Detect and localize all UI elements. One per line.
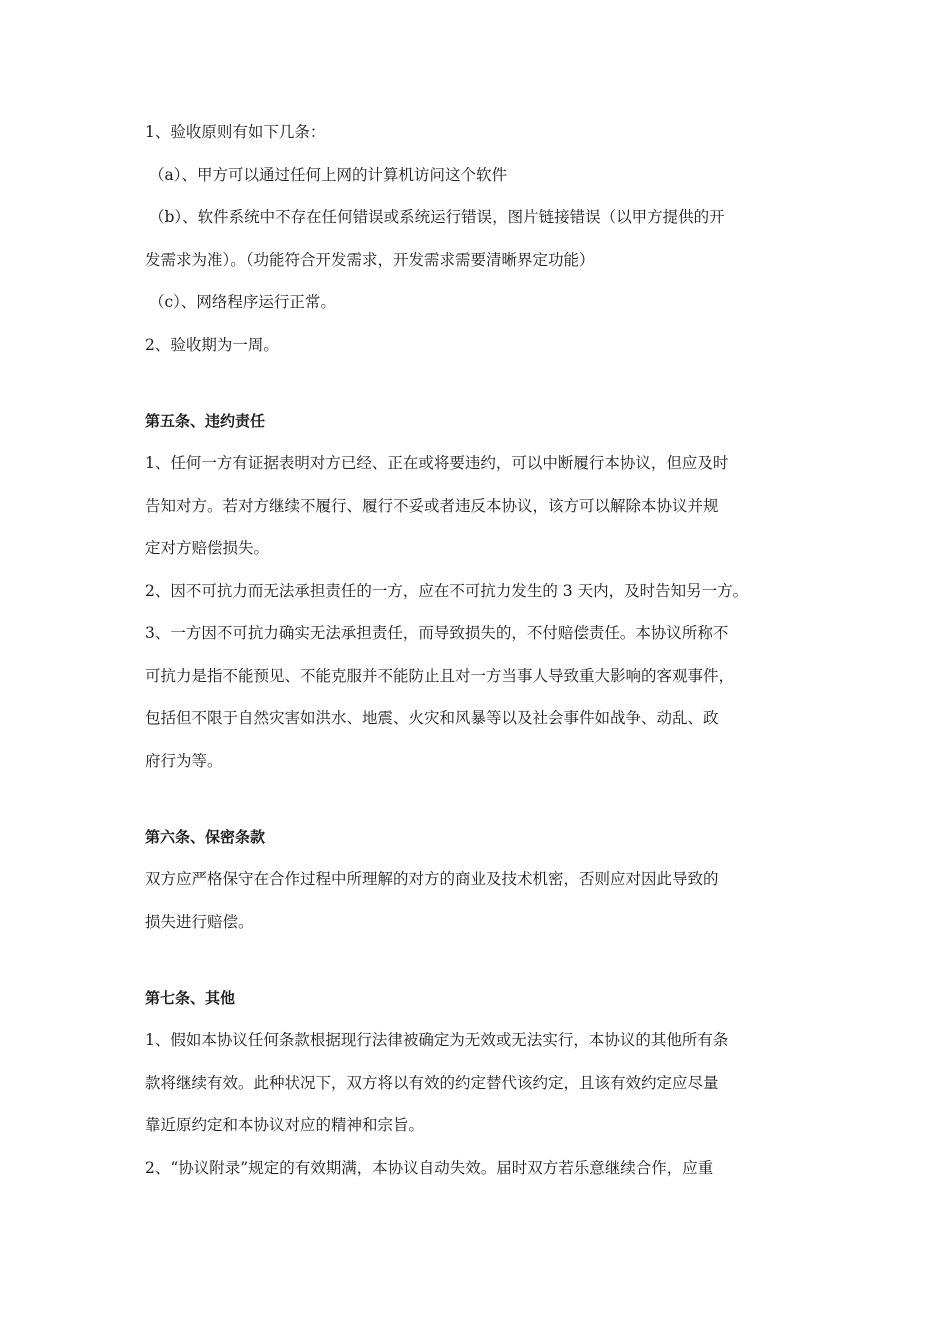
- acceptance-line-2: （a）、甲方可以通过任何上网的计算机访问这个软件: [149, 166, 507, 184]
- article-5-line-4: 2、因不可抗力而无法承担责任的一方，应在不可抗力发生的 3 天内，及时告知另一方。: [145, 582, 749, 600]
- acceptance-line-5: （c）、网络程序运行正常。: [149, 293, 336, 311]
- article-5-heading: 第五条、违约责任: [145, 412, 266, 430]
- article-5-line-8: 府行为等。: [145, 752, 223, 770]
- acceptance-line-1: 1、验收原则有如下几条：: [145, 123, 326, 141]
- article-5-line-3: 定对方赔偿损失。: [145, 539, 270, 557]
- article-7-line-3: 靠近原约定和本协议对应的精神和宗旨。: [145, 1116, 425, 1134]
- acceptance-line-6: 2、验收期为一周。: [145, 336, 279, 354]
- article-5-line-2: 告知对方。若对方继续不履行、履行不妥或者违反本协议，该方可以解除本协议并规: [145, 497, 719, 515]
- article-7-line-4: 2、“协议附录”规定的有效期满，本协议自动失效。届时双方若乐意继续合作，应重: [145, 1159, 714, 1177]
- article-7-line-1: 1、假如本协议任何条款根据现行法律被确定为无效或无法实行，本协议的其他所有条: [145, 1031, 729, 1049]
- article-6-line-2: 损失进行赔偿。: [145, 913, 254, 931]
- acceptance-line-4: 发需求为准）。（功能符合开发需求，开发需求需要清晰界定功能）: [145, 251, 595, 269]
- article-5-line-6: 可抗力是指不能预见、不能克服并不能防止且对一方当事人导致重大影响的客观事件，: [145, 667, 735, 685]
- article-5-line-1: 1、任何一方有证据表明对方已经、正在或将要违约，可以中断履行本协议，但应及时: [145, 454, 729, 472]
- article-5-line-5: 3、一方因不可抗力确实无法承担责任，而导致损失的，不付赔偿责任。本协议所称不: [145, 624, 729, 642]
- article-6-line-1: 双方应严格保守在合作过程中所理解的对方的商业及技术机密，否则应对因此导致的: [145, 870, 719, 888]
- article-6-heading: 第六条、保密条款: [145, 828, 266, 846]
- article-7-heading: 第七条、其他: [145, 989, 236, 1007]
- article-7-line-2: 款将继续有效。此种状况下，双方将以有效的约定替代该约定，且该有效约定应尽量: [145, 1074, 719, 1092]
- acceptance-line-3: （b）、软件系统中不存在任何错误或系统运行错误，图片链接错误（以甲方提供的开: [149, 208, 725, 226]
- article-5-line-7: 包括但不限于自然灾害如洪水、地震、火灾和风暴等以及社会事件如战争、动乱、政: [145, 709, 719, 727]
